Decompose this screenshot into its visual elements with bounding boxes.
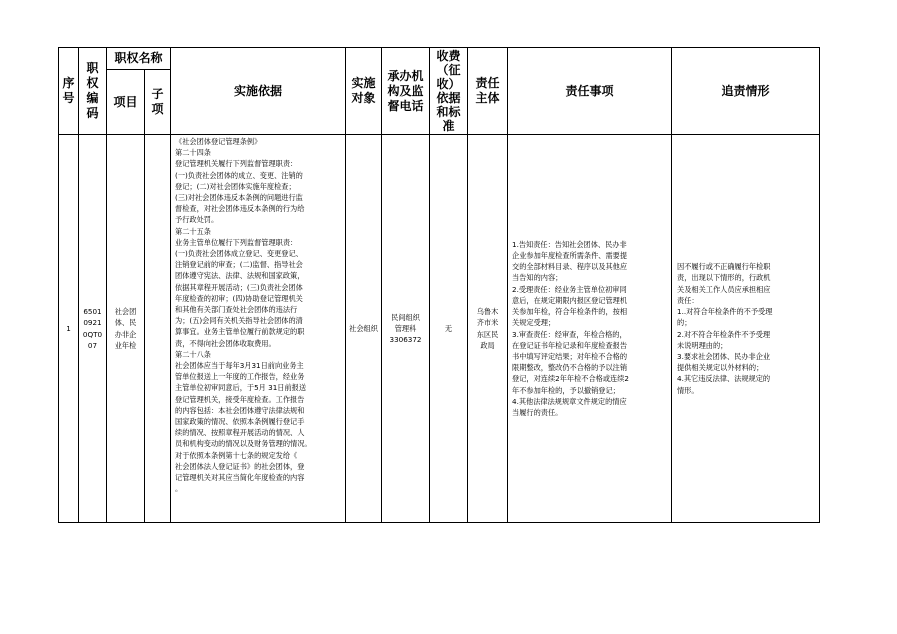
header-subitem: 子 项 — [145, 70, 171, 135]
header-row-1 — [59, 48, 820, 70]
header-subject: 责任 主体 — [468, 48, 508, 135]
row-subitem — [145, 135, 171, 523]
row-duties: 1.告知责任：告知社会团体、民办非 企业参加年度检查所需条件、需要提 交的全部材料目录、程序以及其他应 当告知的内容； 2.受理责任：经业务主管单位初审同 意后，在规定期限内报区登记管理机 关参加年检，符合年检条件的，按相 关规定受理； 3.审查责任：经审查，年检合格的， 在登记证书年检记录和年度检查报告 书中填写评定结果；对年检不合格的 限期整改，整改仍不合格的予以注销 登记，对连续2年年检不合格或连续2 年不参加年检的，予以撤销登记； 4.其他法律法规规章文件规定的情应 当履行的责任。 — [508, 135, 672, 523]
row-target: 社会组织 — [346, 135, 382, 523]
row-agency: 民间组织 管理科 3306372 — [382, 135, 430, 523]
header-fee: 收费 （征 收） 依据 和标 准 — [430, 48, 468, 135]
table-row — [59, 135, 820, 523]
header-target: 实施 对象 — [346, 48, 382, 135]
header-duties: 责任事项 — [508, 48, 672, 135]
header-agency: 承办机 构及监 督电话 — [382, 48, 430, 135]
row-accountability: 因不履行或不正确履行年检职 责，出现以下情形的，行政机 关及相关工作人员应承担相应 责任： 1..对符合年检条件的不予受理 的； 2.对不符合年检条件不予受理 未说明理由的； 3.要求社会团体、民办非企业 提供相关规定以外材料的； 4.其它违反法律、法规规定的 情形。 — [672, 135, 820, 523]
header-power-name: 职权名称 — [107, 48, 171, 70]
row-code: 6501 0921 0QT0 07 — [79, 135, 107, 523]
power-list-table — [58, 47, 820, 523]
row-basis: 《社会团体登记管理条例》 第二十四条 登记管理机关履行下列监督管理职责： (一)负责社会团体的成立、变更、注销的 登记；(二)对社会团体实施年度检查； (三)对社会团体违反本条例的问题进行监 督检查，对社会团体违反本条例的行为给 予行政处罚。 第二十五条 业务主管单位履行下列监督管理职责： (一)负责社会团体成立登记、变更登记、 注销登记前的审查；(二)监督、指导社会 团体遵守宪法、法律、法规和国家政策， 依据其章程开展活动；(三)负责社会团体 年度检查的初审；(四)协助登记管理机关 和其他有关部门查处社会团体的违法行 为；(五)会同有关机关指导社会团体的清 算事宜。业务主管单位履行前款规定的职 责，不得向社会团体收取费用。 第二十八条 社会团体应当于每年3月31日前向业务主 管单位报送上一年度的工作报告，经业务 主管单位初审同意后，于5月 31日前报送 登记管理机关，接受年度检查。工作报告 的内容包括：本社会团体遵守法律法规和 国家政策的情况、依照本条例履行登记手 续的情况、按照章程开展活动的情况、人 员和机构变动的情况以及财务管理的情况。 对于依照本条例第十七条的规定发给《 社会团体法人登记证书》的社会团体，登 记管理机关对其应当简化年度检查的内容 。 — [171, 135, 346, 523]
row-item: 社会团 体、民 办非企 业年检 — [107, 135, 145, 523]
header-basis: 实施依据 — [171, 48, 346, 135]
row-subject: 乌鲁木 齐市米 东区民 政局 — [468, 135, 508, 523]
header-code: 职 权 编 码 — [79, 48, 107, 135]
row-fee: 无 — [430, 135, 468, 523]
row-seq: 1 — [59, 135, 79, 523]
header-accountability: 追责情形 — [672, 48, 820, 135]
header-seq: 序 号 — [59, 48, 79, 135]
header-item: 项目 — [107, 70, 145, 135]
